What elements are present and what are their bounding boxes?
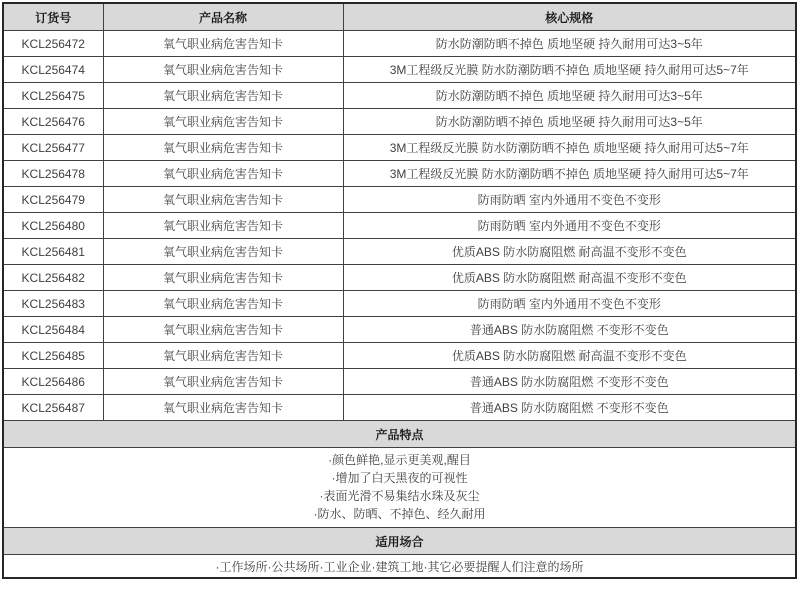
spec-cell: 防雨防晒 室内外通用不变色不变形 [343, 187, 796, 213]
occasions-list [3, 555, 796, 579]
order-no-cell: KCL256487 [3, 395, 103, 421]
product-spec-table [2, 2, 797, 579]
spec-cell: 3M工程级反光膜 防水防潮防晒不掉色 质地坚硬 持久耐用可达5~7年 [343, 57, 796, 83]
occasion-line: ·工作场所·公共场所·工业企业·建筑工地·其它必要提醒人们注意的场所 [215, 559, 584, 574]
order-no-cell: KCL256472 [3, 31, 103, 57]
spec-cell: 防雨防晒 室内外通用不变色不变形 [343, 213, 796, 239]
features-content-row [3, 448, 796, 528]
product-name-cell: 氧气职业病危害告知卡 [103, 369, 343, 395]
spec-cell: 普通ABS 防水防腐阻燃 不变形不变色 [343, 369, 796, 395]
order-no-cell: KCL256476 [3, 109, 103, 135]
feature-line: ·防水、防晒、不掉色、经久耐用 [313, 507, 486, 521]
table-row [3, 57, 796, 83]
order-no-cell: KCL256479 [3, 187, 103, 213]
spec-cell: 防雨防晒 室内外通用不变色不变形 [343, 291, 796, 317]
spec-cell: 优质ABS 防水防腐阻燃 耐高温不变形不变色 [343, 239, 796, 265]
table-row [3, 161, 796, 187]
feature-line: ·表面光滑不易集结水珠及灰尘 [319, 489, 480, 503]
table-row [3, 343, 796, 369]
product-name-cell: 氧气职业病危害告知卡 [103, 187, 343, 213]
product-name-cell: 氧气职业病危害告知卡 [103, 213, 343, 239]
spec-cell: 防水防潮防晒不掉色 质地坚硬 持久耐用可达3~5年 [343, 83, 796, 109]
product-name-cell: 氧气职业病危害告知卡 [103, 135, 343, 161]
table-row [3, 369, 796, 395]
product-name-cell: 氧气职业病危害告知卡 [103, 239, 343, 265]
column-header-product-name: 产品名称 [103, 3, 343, 31]
spec-cell: 优质ABS 防水防腐阻燃 耐高温不变形不变色 [343, 265, 796, 291]
table-row [3, 187, 796, 213]
table-row [3, 395, 796, 421]
product-name-cell: 氧气职业病危害告知卡 [103, 317, 343, 343]
features-section-header-row [3, 421, 796, 448]
table-row [3, 213, 796, 239]
order-no-cell: KCL256485 [3, 343, 103, 369]
order-no-cell: KCL256482 [3, 265, 103, 291]
spec-cell: 普通ABS 防水防腐阻燃 不变形不变色 [343, 317, 796, 343]
table-header-row [3, 3, 796, 31]
spec-cell: 3M工程级反光膜 防水防潮防晒不掉色 质地坚硬 持久耐用可达5~7年 [343, 161, 796, 187]
table-row [3, 135, 796, 161]
order-no-cell: KCL256477 [3, 135, 103, 161]
spec-cell: 防水防潮防晒不掉色 质地坚硬 持久耐用可达3~5年 [343, 109, 796, 135]
product-name-cell: 氧气职业病危害告知卡 [103, 31, 343, 57]
occasions-content-row [3, 555, 796, 579]
product-name-cell: 氧气职业病危害告知卡 [103, 343, 343, 369]
product-name-cell: 氧气职业病危害告知卡 [103, 57, 343, 83]
spec-cell: 防水防潮防晒不掉色 质地坚硬 持久耐用可达3~5年 [343, 31, 796, 57]
features-section-title: 产品特点 [3, 421, 796, 448]
product-name-cell: 氧气职业病危害告知卡 [103, 291, 343, 317]
table-row [3, 239, 796, 265]
spec-cell: 优质ABS 防水防腐阻燃 耐高温不变形不变色 [343, 343, 796, 369]
order-no-cell: KCL256480 [3, 213, 103, 239]
column-header-core-spec: 核心规格 [343, 3, 796, 31]
spec-cell: 3M工程级反光膜 防水防潮防晒不掉色 质地坚硬 持久耐用可达5~7年 [343, 135, 796, 161]
table-row [3, 109, 796, 135]
order-no-cell: KCL256474 [3, 57, 103, 83]
table-row [3, 265, 796, 291]
product-name-cell: 氧气职业病危害告知卡 [103, 265, 343, 291]
feature-line: ·增加了白天黑夜的可视性 [331, 471, 468, 485]
product-name-cell: 氧气职业病危害告知卡 [103, 161, 343, 187]
table-row [3, 31, 796, 57]
features-list [3, 448, 796, 528]
occasions-section-title: 适用场合 [3, 528, 796, 555]
order-no-cell: KCL256481 [3, 239, 103, 265]
product-name-cell: 氧气职业病危害告知卡 [103, 83, 343, 109]
order-no-cell: KCL256483 [3, 291, 103, 317]
occasions-section-header-row [3, 528, 796, 555]
table-row [3, 317, 796, 343]
order-no-cell: KCL256475 [3, 83, 103, 109]
table-row [3, 291, 796, 317]
order-no-cell: KCL256478 [3, 161, 103, 187]
feature-line: ·颜色鲜艳,显示更美观,醒目 [328, 453, 471, 467]
product-name-cell: 氧气职业病危害告知卡 [103, 395, 343, 421]
column-header-order-no: 订货号 [3, 3, 103, 31]
spec-cell: 普通ABS 防水防腐阻燃 不变形不变色 [343, 395, 796, 421]
table-row [3, 83, 796, 109]
order-no-cell: KCL256486 [3, 369, 103, 395]
product-name-cell: 氧气职业病危害告知卡 [103, 109, 343, 135]
order-no-cell: KCL256484 [3, 317, 103, 343]
